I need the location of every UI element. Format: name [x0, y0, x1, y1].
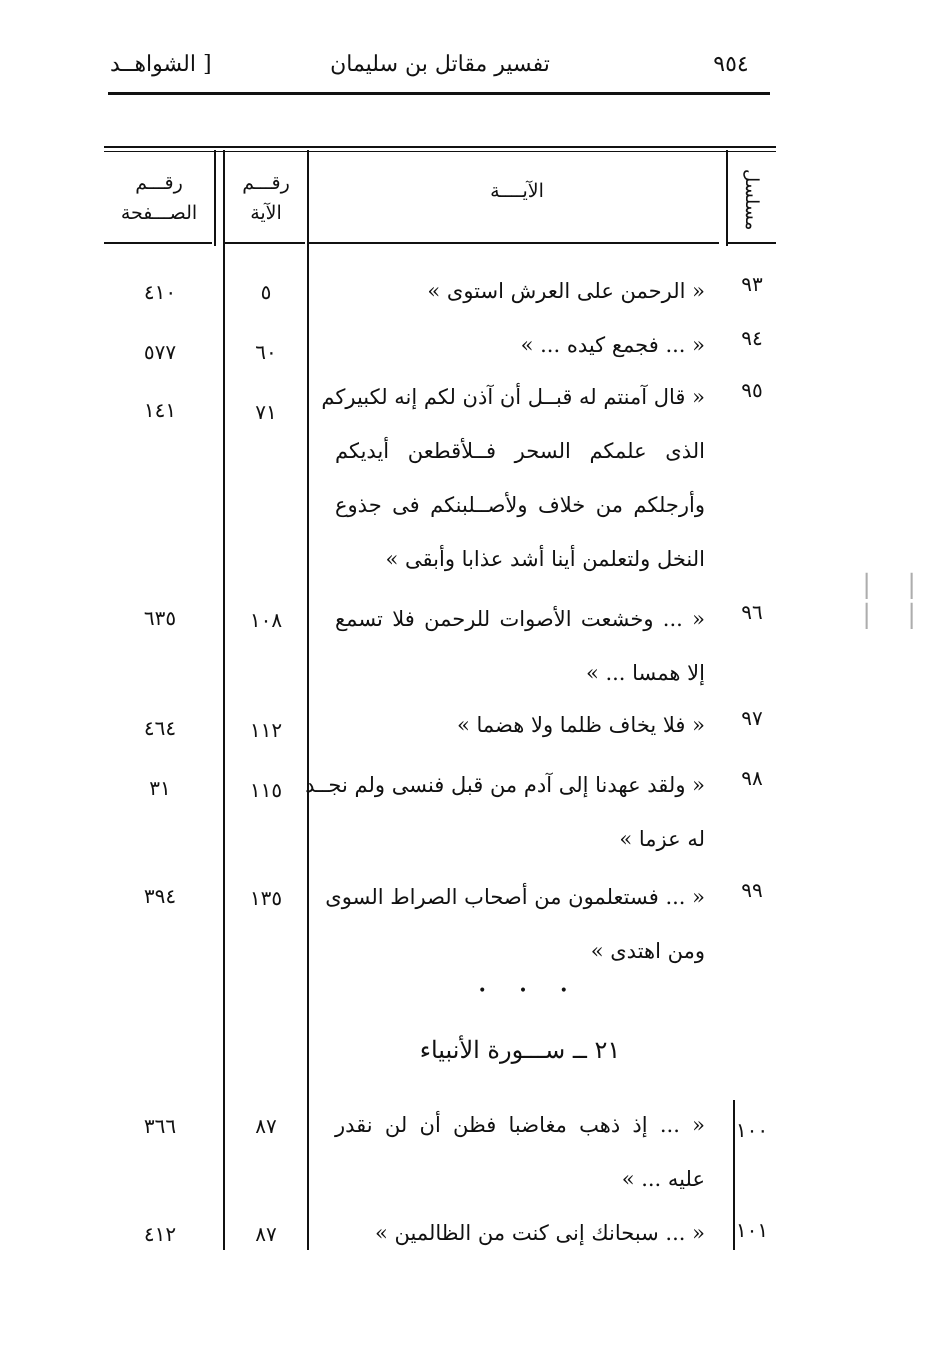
table-head-rule — [309, 242, 719, 244]
row-ayah: ١١٢ — [249, 718, 283, 742]
column-header-verse: الآيــــة — [490, 180, 544, 202]
verse-line: « ... وخشعت الأصوات للرحمن فلا تسمع — [335, 607, 705, 631]
row-ayah: ٨٧ — [255, 1114, 277, 1138]
verse-line: عليه ... » — [621, 1167, 705, 1191]
row-page: ٣٩٤ — [143, 884, 177, 908]
row-ayah: ١٠٨ — [249, 608, 283, 632]
verse-line: « ... فجمع كيده ... » — [520, 333, 705, 357]
column-header-page-line1: رقـــم — [135, 172, 183, 194]
section-title: [ الشواهــد — [110, 52, 212, 77]
row-ayah: ١١٥ — [249, 778, 283, 802]
verse-line: النخل ولتعلمن أينا أشد عذابا وأبقى » — [385, 547, 705, 571]
book-title: تفسير مقاتل بن سليمان — [330, 52, 550, 77]
row-verse — [305, 758, 705, 866]
verse-line: الذى علمكم السحر فــلأقطعن أيديكم — [335, 439, 705, 463]
row-verse — [335, 592, 705, 700]
row-ayah: ٨٧ — [255, 1222, 277, 1246]
row-seq: ٩٥ — [741, 378, 763, 402]
row-verse — [335, 1206, 705, 1260]
row-seq: ٩٤ — [741, 326, 763, 350]
row-verse — [335, 698, 705, 752]
page-number: ٩٥٤ — [713, 52, 749, 77]
table-head-rule — [104, 242, 212, 244]
row-verse — [335, 318, 705, 372]
row-verse — [335, 1098, 705, 1206]
row-ayah: ١٣٥ — [249, 886, 283, 910]
verse-line: « الرحمن على العرش استوى » — [427, 279, 705, 303]
row-page: ٤١٠ — [143, 280, 177, 304]
row-ayah: ٦٠ — [255, 340, 277, 364]
verse-line: له عزما » — [619, 827, 705, 851]
section-separator: • • • — [478, 983, 582, 999]
row-ayah: ٥ — [260, 280, 272, 304]
verse-line: « قال آمنتم له قبــل أن آذن لكم إنه لكبيركم — [321, 385, 705, 409]
row-seq: ٩٣ — [741, 272, 763, 296]
row-page: ٣٦٦ — [143, 1114, 177, 1138]
verse-line: وأرجلكم من خلاف ولأصــلبنكم فى جذوع — [335, 493, 705, 517]
column-header-ayah-line1: رقـــم — [242, 172, 290, 194]
verse-line: ومن اهتدى » — [590, 939, 705, 963]
column-header-page-line2: الصـــفحة — [120, 202, 198, 224]
row-verse — [325, 870, 705, 978]
row-seq: ٩٧ — [741, 706, 763, 730]
column-divider — [223, 150, 225, 1250]
row-seq: ٩٨ — [741, 766, 763, 790]
verse-line: إلا همسا ... » — [585, 661, 705, 685]
verse-line: « ولقد عهدنا إلى آدم من قبل فنسى ولم نجــد — [305, 773, 705, 797]
row-page: ٤٦٤ — [143, 716, 177, 740]
row-seq: ١٠٠ — [735, 1118, 769, 1142]
row-seq: ٩٩ — [741, 878, 763, 902]
row-seq: ١٠١ — [735, 1218, 769, 1242]
row-seq: ٩٦ — [741, 600, 763, 624]
column-header-ayah-line2: الآية — [250, 202, 282, 224]
row-page: ٣١ — [149, 776, 171, 800]
verse-line: « ... إذ ذهب مغاضبا فظن أن لن نقدر — [335, 1113, 705, 1137]
table-head-rule — [225, 242, 305, 244]
table-head-rule — [726, 242, 776, 244]
row-verse — [321, 370, 705, 586]
row-page: ٤١٢ — [143, 1222, 177, 1246]
row-page: ١٤١ — [143, 398, 177, 422]
column-header-page — [104, 168, 214, 228]
column-divider — [214, 150, 216, 246]
row-page: ٥٧٧ — [143, 340, 177, 364]
verse-line: « ... فستعلمون من أصحاب الصراط السوى — [325, 885, 705, 909]
column-header-ayah — [226, 168, 306, 228]
column-divider — [307, 150, 309, 1250]
surah-heading: ٢١ ــ ســـورة الأنبياء — [419, 1036, 621, 1064]
header-rule — [108, 92, 770, 95]
row-ayah: ٧١ — [255, 400, 277, 424]
column-header-seq: مسلسل — [741, 169, 762, 231]
table-top-rule — [104, 146, 776, 152]
verse-line: « فلا يخاف ظلما ولا هضما » — [456, 713, 705, 737]
row-verse — [335, 264, 705, 318]
row-page: ٦٣٥ — [143, 606, 177, 630]
verse-line: « ... سبحانك إنى كنت من الظالمين » — [375, 1221, 705, 1245]
scan-marks: | | | | — [862, 570, 930, 630]
